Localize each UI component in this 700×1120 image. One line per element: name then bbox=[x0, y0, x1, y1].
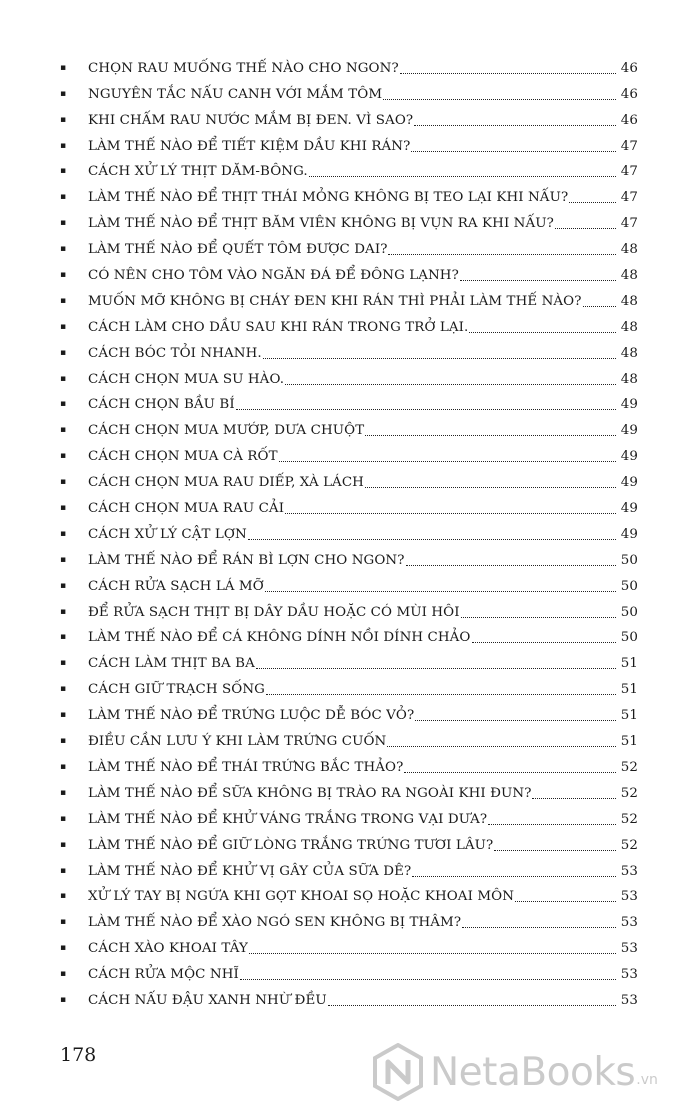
dot-leader bbox=[461, 617, 616, 618]
table-of-contents bbox=[60, 51, 638, 1009]
dot-leader bbox=[328, 1005, 616, 1006]
toc-entry-title: CÁCH XỬ LÝ CẬT LỢN bbox=[88, 526, 247, 542]
toc-entry bbox=[60, 931, 638, 957]
dot-leader bbox=[411, 151, 616, 152]
toc-entry bbox=[60, 983, 638, 1009]
toc-entry-title: CÁCH RỬA SẠCH LÁ MỠ bbox=[88, 578, 264, 594]
dot-leader bbox=[285, 513, 616, 514]
toc-entry-title: LÀM THẾ NÀO ĐỂ THỊT THÁI MỎNG KHÔNG BỊ TEO LẠI KHI NẤU? bbox=[88, 190, 569, 206]
n-hexagon-logo-icon bbox=[372, 1043, 424, 1101]
toc-entry bbox=[60, 284, 638, 310]
watermark bbox=[372, 1042, 692, 1102]
bullet-icon: ▪ bbox=[60, 813, 67, 824]
toc-entry bbox=[60, 569, 638, 595]
toc-entry-title: LÀM THẾ NÀO ĐỂ SỮA KHÔNG BỊ TRÀO RA NGOÀI KHI ĐUN? bbox=[88, 785, 532, 801]
toc-entry-title: NGUYÊN TẮC NẤU CANH VỚI MẮM TÔM bbox=[88, 86, 383, 102]
toc-entry-page: 49 bbox=[620, 501, 638, 517]
dot-leader bbox=[404, 772, 616, 773]
dot-leader bbox=[285, 384, 616, 385]
dot-leader bbox=[460, 280, 616, 281]
toc-entry-title: CÁCH LÀM THỊT BA BA bbox=[88, 656, 255, 672]
bullet-icon: ▪ bbox=[60, 839, 67, 850]
toc-entry-page: 50 bbox=[620, 578, 638, 594]
dot-leader bbox=[236, 409, 616, 410]
bullet-icon: ▪ bbox=[60, 347, 67, 358]
bullet-icon: ▪ bbox=[60, 736, 67, 747]
toc-entry-title: CÁCH LÀM CHO DẦU SAU KHI RÁN TRONG TRỞ LẠI. bbox=[88, 319, 469, 335]
toc-entry-title: LÀM THẾ NÀO ĐỂ QUẾT TÔM ĐƯỢC DAI? bbox=[88, 242, 388, 258]
toc-entry bbox=[60, 388, 638, 414]
bullet-icon: ▪ bbox=[60, 114, 67, 125]
toc-entry bbox=[60, 180, 638, 206]
bullet-icon: ▪ bbox=[60, 88, 67, 99]
bullet-icon: ▪ bbox=[60, 943, 67, 954]
toc-entry-title: CÁCH CHỌN MUA CÀ RỐT bbox=[88, 449, 278, 465]
dot-leader bbox=[515, 901, 616, 902]
dot-leader bbox=[494, 850, 616, 851]
bullet-icon: ▪ bbox=[60, 606, 67, 617]
toc-entry-title: CÁCH XỬ LÝ THỊT DĂM-BÔNG. bbox=[88, 164, 308, 180]
toc-entry-page: 49 bbox=[620, 397, 638, 413]
toc-entry-page: 51 bbox=[620, 708, 638, 724]
toc-entry-page: 53 bbox=[620, 863, 638, 879]
toc-entry-title: LÀM THẾ NÀO ĐỂ THỊT BĂM VIÊN KHÔNG BỊ VỤN RA KHI NẤU? bbox=[88, 216, 554, 232]
toc-entry-page: 47 bbox=[620, 138, 638, 154]
toc-entry-page: 46 bbox=[620, 86, 638, 102]
bullet-icon: ▪ bbox=[60, 321, 67, 332]
dot-leader bbox=[583, 306, 616, 307]
toc-entry-title: LÀM THẾ NÀO ĐỂ TIẾT KIỆM DẦU KHI RÁN? bbox=[88, 138, 411, 154]
toc-entry bbox=[60, 77, 638, 103]
toc-entry-title: CÁCH GIỮ TRẠCH SỐNG bbox=[88, 682, 265, 698]
bullet-icon: ▪ bbox=[60, 451, 67, 462]
toc-entry bbox=[60, 413, 638, 439]
bullet-icon: ▪ bbox=[60, 865, 67, 876]
toc-entry-title: CÁCH XÀO KHOAI TÂY bbox=[88, 941, 248, 957]
toc-entry-title: CÓ NÊN CHO TÔM VÀO NGĂN ĐÁ ĐỂ ĐÔNG LẠNH? bbox=[88, 268, 459, 284]
toc-entry-page: 51 bbox=[620, 656, 638, 672]
toc-entry-page: 48 bbox=[620, 371, 638, 387]
dot-leader bbox=[279, 461, 616, 462]
toc-entry-title: LÀM THẾ NÀO ĐỂ RÁN BÌ LỢN CHO NGON? bbox=[88, 552, 405, 568]
dot-leader bbox=[240, 979, 616, 980]
toc-entry-page: 52 bbox=[620, 837, 638, 853]
toc-entry-page: 46 bbox=[620, 112, 638, 128]
toc-entry-title: CÁCH CHỌN MUA RAU DIẾP, XÀ LÁCH bbox=[88, 475, 364, 491]
bullet-icon: ▪ bbox=[60, 270, 67, 281]
toc-entry-page: 49 bbox=[620, 423, 638, 439]
toc-entry bbox=[60, 880, 638, 906]
toc-entry bbox=[60, 336, 638, 362]
bullet-icon: ▪ bbox=[60, 140, 67, 151]
toc-entry-page: 53 bbox=[620, 992, 638, 1008]
dot-leader bbox=[383, 99, 616, 100]
bullet-icon: ▪ bbox=[60, 166, 67, 177]
toc-entry-page: 52 bbox=[620, 785, 638, 801]
toc-entry bbox=[60, 621, 638, 647]
toc-entry bbox=[60, 51, 638, 77]
dot-leader bbox=[388, 254, 616, 255]
bullet-icon: ▪ bbox=[60, 218, 67, 229]
dot-leader bbox=[400, 73, 616, 74]
dot-leader bbox=[414, 125, 616, 126]
toc-entry-page: 49 bbox=[620, 449, 638, 465]
toc-entry bbox=[60, 672, 638, 698]
toc-entry-title: CÁCH NẤU ĐẬU XANH NHỪ ĐỀU bbox=[88, 992, 327, 1008]
toc-entry-page: 53 bbox=[620, 941, 638, 957]
toc-entry-page: 50 bbox=[620, 630, 638, 646]
toc-entry-title: LÀM THẾ NÀO ĐỂ KHỬ VỊ GÂY CỦA SỮA DÊ? bbox=[88, 863, 412, 879]
toc-entry-page: 53 bbox=[620, 967, 638, 983]
dot-leader bbox=[387, 746, 616, 747]
toc-entry-title: KHI CHẤM RAU NƯỚC MẮM BỊ ĐEN. VÌ SAO? bbox=[88, 112, 414, 128]
toc-entry-page: 53 bbox=[620, 889, 638, 905]
toc-entry bbox=[60, 750, 638, 776]
bullet-icon: ▪ bbox=[60, 917, 67, 928]
toc-entry bbox=[60, 957, 638, 983]
dot-leader bbox=[488, 824, 616, 825]
bullet-icon: ▪ bbox=[60, 192, 67, 203]
toc-entry bbox=[60, 595, 638, 621]
bullet-icon: ▪ bbox=[60, 62, 67, 73]
bullet-icon: ▪ bbox=[60, 658, 67, 669]
toc-entry bbox=[60, 155, 638, 181]
dot-leader bbox=[249, 953, 616, 954]
bullet-icon: ▪ bbox=[60, 528, 67, 539]
toc-entry bbox=[60, 854, 638, 880]
toc-entry-page: 48 bbox=[620, 268, 638, 284]
toc-entry-title: CÁCH BÓC TỎI NHANH. bbox=[88, 345, 262, 361]
bullet-icon: ▪ bbox=[60, 399, 67, 410]
toc-entry-title: CÁCH RỬA MỘC NHĨ bbox=[88, 967, 239, 983]
toc-entry bbox=[60, 439, 638, 465]
dot-leader bbox=[266, 694, 616, 695]
toc-entry bbox=[60, 491, 638, 517]
bullet-icon: ▪ bbox=[60, 425, 67, 436]
toc-entry bbox=[60, 698, 638, 724]
bullet-icon: ▪ bbox=[60, 761, 67, 772]
toc-entry bbox=[60, 465, 638, 491]
watermark-brand: NetaBooks bbox=[430, 1049, 636, 1095]
bullet-icon: ▪ bbox=[60, 891, 67, 902]
toc-entry-title: XỬ LÝ TAY BỊ NGỨA KHI GỌT KHOAI SỌ HOẶC KHOAI MÔN bbox=[88, 889, 515, 905]
dot-leader bbox=[415, 720, 616, 721]
dot-leader bbox=[569, 202, 616, 203]
toc-entry-title: LÀM THẾ NÀO ĐỂ XÀO NGÓ SEN KHÔNG BỊ THÂM? bbox=[88, 915, 462, 931]
dot-leader bbox=[365, 487, 616, 488]
toc-entry bbox=[60, 310, 638, 336]
dot-leader bbox=[469, 332, 616, 333]
page-number: 178 bbox=[60, 1044, 97, 1066]
bullet-icon: ▪ bbox=[60, 994, 67, 1005]
toc-entry-title: CÁCH CHỌN MUA SU HÀO. bbox=[88, 371, 285, 387]
toc-entry bbox=[60, 206, 638, 232]
toc-entry-page: 47 bbox=[620, 190, 638, 206]
toc-entry bbox=[60, 129, 638, 155]
toc-entry-title: CÁCH CHỌN BẦU BÍ bbox=[88, 397, 235, 413]
dot-leader bbox=[555, 228, 616, 229]
bullet-icon: ▪ bbox=[60, 477, 67, 488]
toc-entry bbox=[60, 258, 638, 284]
toc-entry-title: CÁCH CHỌN MUA RAU CẢI bbox=[88, 501, 285, 517]
toc-entry bbox=[60, 828, 638, 854]
toc-entry bbox=[60, 362, 638, 388]
toc-entry-page: 48 bbox=[620, 345, 638, 361]
toc-entry-page: 51 bbox=[620, 734, 638, 750]
toc-entry-page: 51 bbox=[620, 682, 638, 698]
bullet-icon: ▪ bbox=[60, 684, 67, 695]
toc-entry-page: 46 bbox=[620, 60, 638, 76]
dot-leader bbox=[265, 591, 616, 592]
dot-leader bbox=[532, 798, 616, 799]
toc-entry-title: LÀM THẾ NÀO ĐỂ THÁI TRỨNG BẮC THẢO? bbox=[88, 759, 404, 775]
toc-entry-page: 52 bbox=[620, 759, 638, 775]
dot-leader bbox=[406, 565, 616, 566]
dot-leader bbox=[412, 876, 616, 877]
toc-entry bbox=[60, 802, 638, 828]
toc-entry bbox=[60, 543, 638, 569]
bullet-icon: ▪ bbox=[60, 580, 67, 591]
bullet-icon: ▪ bbox=[60, 787, 67, 798]
dot-leader bbox=[365, 435, 616, 436]
toc-entry-page: 50 bbox=[620, 604, 638, 620]
bullet-icon: ▪ bbox=[60, 632, 67, 643]
watermark-suffix: .vn bbox=[636, 1072, 658, 1088]
toc-entry-page: 48 bbox=[620, 293, 638, 309]
bullet-icon: ▪ bbox=[60, 710, 67, 721]
toc-entry-page: 48 bbox=[620, 319, 638, 335]
toc-entry-page: 47 bbox=[620, 164, 638, 180]
toc-entry-title: LÀM THẾ NÀO ĐỂ GIỮ LÒNG TRẮNG TRỨNG TƯƠI LÂU? bbox=[88, 837, 494, 853]
bullet-icon: ▪ bbox=[60, 503, 67, 514]
toc-entry bbox=[60, 517, 638, 543]
dot-leader bbox=[263, 358, 616, 359]
toc-entry-title: LÀM THẾ NÀO ĐỂ CÁ KHÔNG DÍNH NỒI DÍNH CHẢO bbox=[88, 630, 471, 646]
toc-entry-title: CÁCH CHỌN MUA MƯỚP, DƯA CHUỘT bbox=[88, 423, 365, 439]
bullet-icon: ▪ bbox=[60, 244, 67, 255]
bullet-icon: ▪ bbox=[60, 295, 67, 306]
toc-entry-title: LÀM THẾ NÀO ĐỂ TRỨNG LUỘC DỄ BÓC VỎ? bbox=[88, 708, 415, 724]
toc-entry-page: 52 bbox=[620, 811, 638, 827]
toc-entry bbox=[60, 232, 638, 258]
toc-entry-page: 49 bbox=[620, 475, 638, 491]
toc-entry-title: ĐỂ RỬA SẠCH THỊT BỊ DÂY DẦU HOẶC CÓ MÙI HÔI bbox=[88, 604, 460, 620]
toc-entry-page: 49 bbox=[620, 526, 638, 542]
bullet-icon: ▪ bbox=[60, 373, 67, 384]
toc-entry bbox=[60, 776, 638, 802]
toc-entry-page: 48 bbox=[620, 242, 638, 258]
toc-entry-page: 53 bbox=[620, 915, 638, 931]
toc-entry bbox=[60, 646, 638, 672]
dot-leader bbox=[462, 927, 616, 928]
toc-entry-page: 50 bbox=[620, 552, 638, 568]
dot-leader bbox=[248, 539, 616, 540]
bullet-icon: ▪ bbox=[60, 554, 67, 565]
dot-leader bbox=[472, 642, 617, 643]
toc-entry-page: 47 bbox=[620, 216, 638, 232]
dot-leader bbox=[309, 176, 616, 177]
toc-entry bbox=[60, 103, 638, 129]
toc-entry bbox=[60, 724, 638, 750]
toc-entry bbox=[60, 905, 638, 931]
toc-entry-title: CHỌN RAU MUỐNG THẾ NÀO CHO NGON? bbox=[88, 60, 399, 76]
toc-entry-title: LÀM THẾ NÀO ĐỂ KHỬ VÁNG TRẮNG TRONG VẠI DƯA? bbox=[88, 811, 488, 827]
toc-entry-title: ĐIỀU CẦN LƯU Ý KHI LÀM TRỨNG CUỐN bbox=[88, 734, 387, 750]
bullet-icon: ▪ bbox=[60, 969, 67, 980]
toc-entry-title: MUỐN MỠ KHÔNG BỊ CHÁY ĐEN KHI RÁN THÌ PHẢI LÀM THẾ NÀO? bbox=[88, 293, 582, 309]
dot-leader bbox=[256, 668, 616, 669]
